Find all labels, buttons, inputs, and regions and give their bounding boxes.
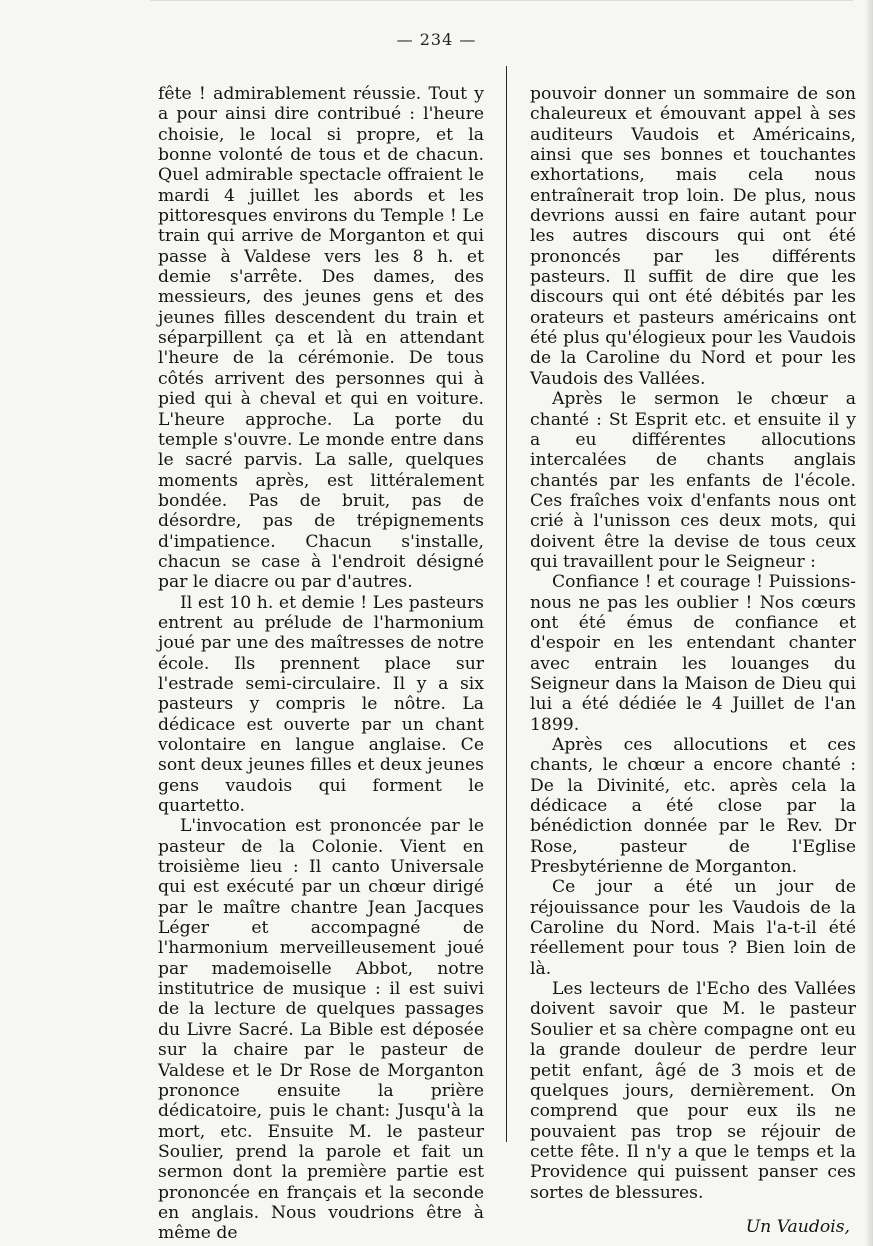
page-number: — 234 — bbox=[396, 30, 477, 49]
left-column-paragraph: fête ! admirablement réussie. Tout y a pour ainsi dire contribué : l'heure choisie, le local si propre, et la bonne volonté de tous et de chacun. Quel admirable spectacle offraient le mardi 4 juillet les abords et les pittoresques environs du Temple ! Le train qui arrive de Morganton et qui passe à Valdese vers les 8 h. et demie s'arrête. Des dames, des messieurs, des jeunes gens et des jeunes filles descendent du train et séparpillent ça et là en attendant l'heure de la cérémonie. De tous côtés arrivent des personnes qui à pied qui à cheval et qui en voiture. L'heure approche. La porte du temple s'ouvre. Le monde entre dans le sacré parvis. La salle, quelques moments après, est littéralement bondée. Pas de bruit, pas de désordre, pas de trépignements d'impatience. Chacun s'installe, chacun se case à l'endroit désigné par le diacre ou par d'autres. bbox=[158, 84, 484, 593]
right-column-paragraph: Après ces allocutions et ces chants, le chœur a encore chanté : De la Divinité, etc. après cela la dédicace a été close par la bénédiction donnée par le Rev. Dr Rose, pasteur de l'Eglise Presbytérienne de Morganton. bbox=[530, 735, 856, 878]
left-column-paragraph: Il est 10 h. et demie ! Les pasteurs entrent au prélude de l'harmonium joué par une des maîtresses de notre école. Ils prennent place sur l'estrade semi-circulaire. Il y a six pasteurs y compris le nôtre. La dédicace est ouverte par un chant volontaire en langue anglaise. Ce sont deux jeunes filles et deux jeunes gens vaudois qui forment le quartetto. bbox=[158, 592, 484, 817]
column-divider bbox=[506, 66, 507, 1142]
signature: Un Vaudois, bbox=[745, 1216, 850, 1237]
left-column bbox=[158, 84, 484, 1244]
left-column-paragraph: L'invocation est prononcée par le pasteur de la Colonie. Vient en troisième lieu : Il canto Universale qui est exécuté par un chœur dirigé par le maître chantre Jean Jacques Léger et accompagné de l'harmonium merveilleusement joué par mademoiselle Abbot, notre institutrice de musique : il est suivi de la lecture de quelques passages du Livre Sacré. La Bible est déposée sur la chaire par le pasteur de Valdese et le Dr Rose de Morganton prononce ensuite la prière dédicatoire, puis le chant: Jusqu'à la mort, etc. Ensuite M. le pasteur Soulier, prend la parole et fait un sermon dont la première partie est prononcée en français et la seconde en anglais. Nous voudrions être à même de bbox=[158, 816, 484, 1244]
right-column bbox=[530, 84, 856, 1237]
right-column-paragraph: pouvoir donner un sommaire de son chaleureux et émouvant appel à ses auditeurs Vaudois et Américains, ainsi que ses bonnes et touchantes exhortations, mais cela nous entraînerait trop loin. De plus, nous devrions aussi en faire autant pour les autres discours qui ont été prononcés par les différents pasteurs. Il suffit de dire que les discours qui ont été débités par les orateurs et pasteurs américains ont été plus qu'élogieux pour les Vaudois de la Caroline du Nord et pour les Vaudois des Vallées. bbox=[530, 84, 856, 389]
right-column-paragraph: Confiance ! et courage ! Puissions-nous ne pas les oublier ! Nos cœurs ont été émus de confiance et d'espoir en les entendant chanter avec entrain les louanges du Seigneur dans la Maison de Dieu qui lui a été dédiée le 4 Juillet de l'an 1899. bbox=[530, 572, 856, 735]
top-edge-line bbox=[150, 0, 853, 1]
right-column-paragraph: Après le sermon le chœur a chanté : St Esprit etc. et ensuite il y a eu différentes allocutions intercalées de chants anglais chantés par les enfants de l'école. Ces fraîches voix d'enfants nous ont crié à l'unisson ces deux mots, qui doivent être la devise de tous ceux qui travaillent pour le Seigneur : bbox=[530, 389, 856, 572]
right-column-paragraph: Ce jour a été un jour de réjouissance pour les Vaudois de la Caroline du Nord. Mais l'a-t-il été réellement pour tous ? Bien loin de là. bbox=[530, 877, 856, 979]
right-column-paragraph: Les lecteurs de l'Echo des Vallées doivent savoir que M. le pasteur Soulier et sa chère compagne ont eu la grande douleur de perdre leur petit enfant, âgé de 3 mois et de quelques jours, dernièrement. On comprend que pour eux ils ne pouvaient pas trop se réjouir de cette fête. Il n'y a que le temps et la Providence qui puissent panser ces sortes de blessures. bbox=[530, 979, 856, 1203]
page-edge-shadow bbox=[865, 0, 873, 1246]
